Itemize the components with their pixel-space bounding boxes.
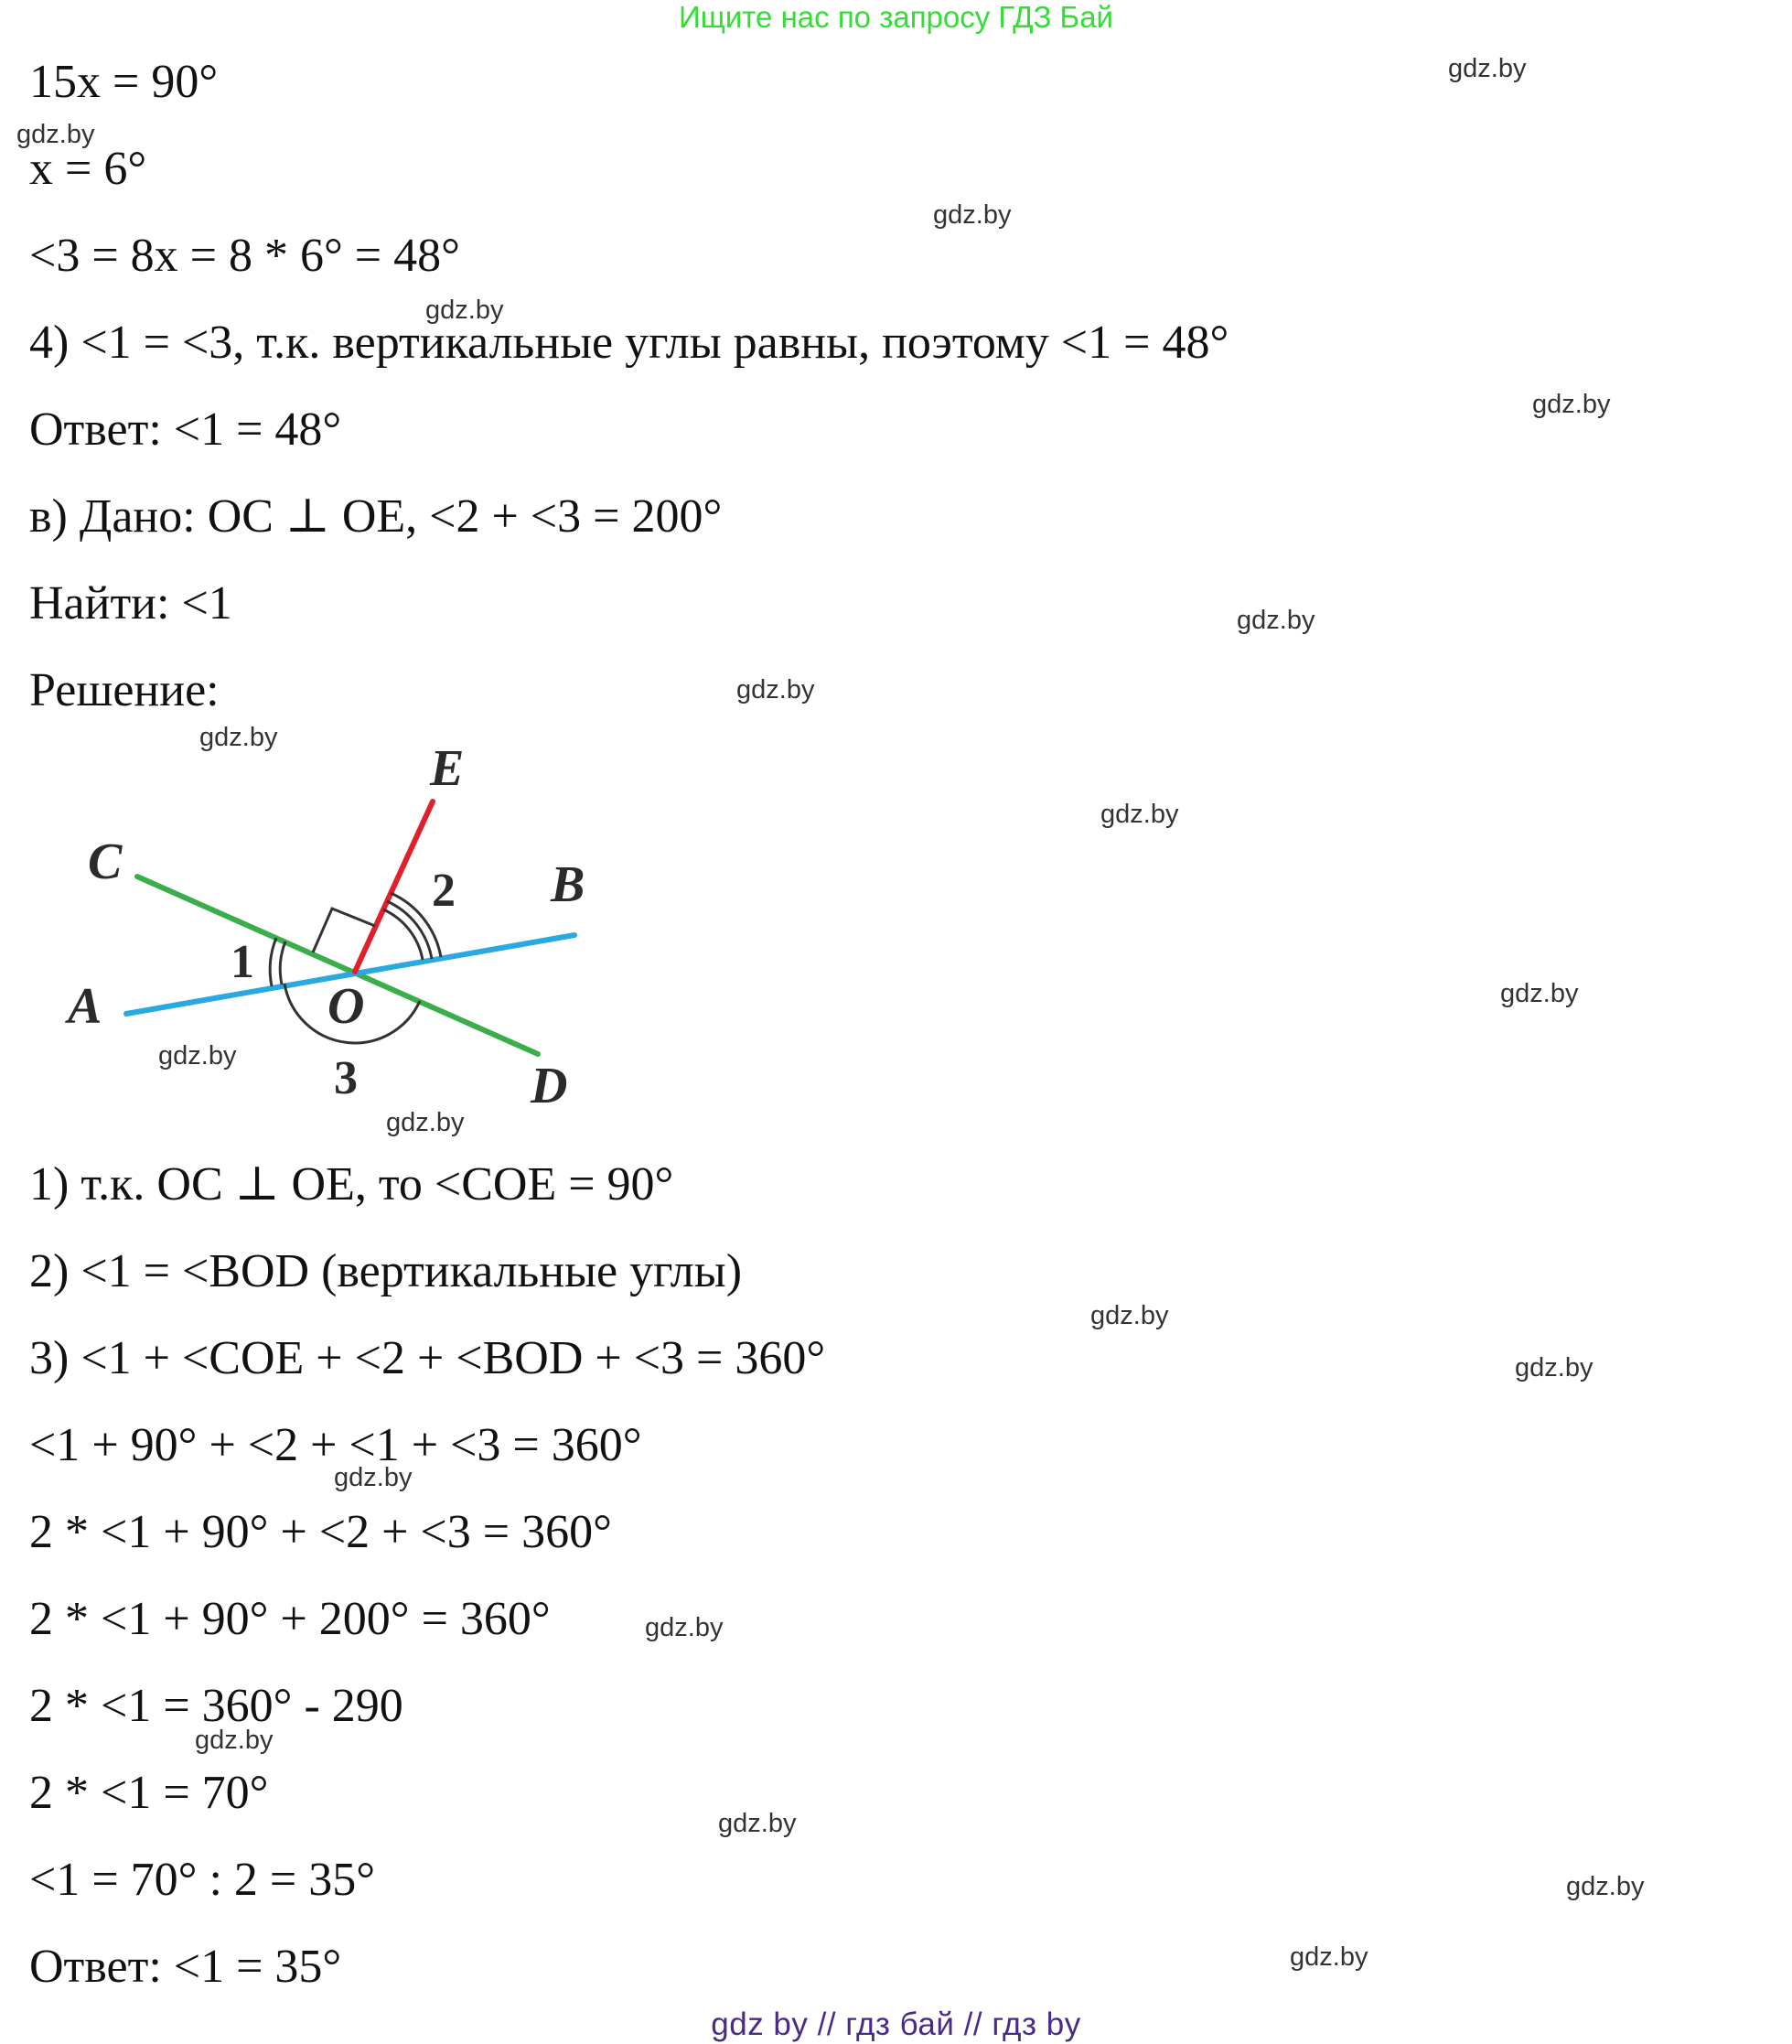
watermark: gdz.by xyxy=(1290,1942,1368,1972)
watermark: gdz.by xyxy=(718,1809,797,1838)
watermark: gdz.by xyxy=(1448,54,1527,83)
solution-line: 2 * <1 = 70° xyxy=(29,1767,269,1819)
watermark: gdz.by xyxy=(199,723,278,752)
angle-2-arc xyxy=(383,909,423,960)
angle-label-1: 1 xyxy=(231,936,254,988)
watermark: gdz.by xyxy=(736,675,815,705)
watermark: gdz.by xyxy=(933,200,1012,230)
watermark: gdz.by xyxy=(1100,800,1179,829)
angle-label-2: 2 xyxy=(432,865,456,917)
watermark: gdz.by xyxy=(1090,1301,1169,1330)
angle-1-arc xyxy=(280,941,285,984)
watermark: gdz.by xyxy=(425,296,504,325)
point-label-a: A xyxy=(68,978,102,1035)
watermark: gdz.by xyxy=(195,1726,274,1755)
solution-line: <1 + 90° + <2 + <1 + <3 = 360° xyxy=(29,1419,642,1471)
solution-line: 4) <1 = <3, т.к. вертикальные углы равны, поэтому <1 = 48° xyxy=(29,317,1229,369)
solution-line: 2 * <1 + 90° + 200° = 360° xyxy=(29,1593,551,1645)
angle-1-arc xyxy=(270,938,276,986)
watermark: gdz.by xyxy=(645,1613,724,1642)
answer-line: Ответ: <1 = 48° xyxy=(29,403,342,456)
watermark: gdz.by xyxy=(1500,979,1579,1008)
ray-oe xyxy=(355,801,433,972)
solution-line: 2 * <1 = 360° - 290 xyxy=(29,1680,403,1732)
watermark: gdz.by xyxy=(1566,1872,1645,1901)
header-banner[interactable]: Ищите нас по запросу ГДЗ Бай xyxy=(679,0,1113,34)
point-label-b: B xyxy=(551,856,585,913)
watermark: gdz.by xyxy=(158,1041,237,1070)
footer-links[interactable]: gdz by // гдз бай // гдз by xyxy=(711,2006,1081,2042)
solution-line: 2) <1 = <BOD (вертикальные углы) xyxy=(29,1245,743,1297)
watermark: gdz.by xyxy=(1532,390,1611,419)
watermark: gdz.by xyxy=(386,1108,465,1137)
solution-heading: Решение: xyxy=(29,664,220,716)
solution-line: <1 = 70° : 2 = 35° xyxy=(29,1854,376,1906)
answer-line: Ответ: <1 = 35° xyxy=(29,1941,342,1993)
watermark: gdz.by xyxy=(1237,606,1315,635)
solution-line: 3) <1 + <COE + <2 + <BOD + <3 = 360° xyxy=(29,1332,826,1384)
angle-label-3: 3 xyxy=(334,1052,358,1104)
point-label-e: E xyxy=(430,740,465,797)
watermark: gdz.by xyxy=(16,120,95,149)
solution-line: <3 = 8x = 8 * 6° = 48° xyxy=(29,230,460,282)
solution-line: 2 * <1 + 90° + <2 + <3 = 360° xyxy=(29,1506,612,1558)
watermark: gdz.by xyxy=(334,1463,413,1492)
point-label-c: C xyxy=(88,834,123,890)
find-line: Найти: <1 xyxy=(29,577,232,629)
solution-line: 1) т.к. OC ⊥ OE, то <COE = 90° xyxy=(29,1158,674,1210)
given-line: в) Дано: OC ⊥ OE, <2 + <3 = 200° xyxy=(29,490,723,543)
angle-diagram xyxy=(55,732,604,1135)
point-label-o: O xyxy=(327,978,365,1035)
watermark: gdz.by xyxy=(1515,1353,1593,1382)
solution-line: x = 6° xyxy=(29,143,147,195)
point-label-d: D xyxy=(531,1058,568,1114)
solution-line: 15x = 90° xyxy=(29,56,219,108)
